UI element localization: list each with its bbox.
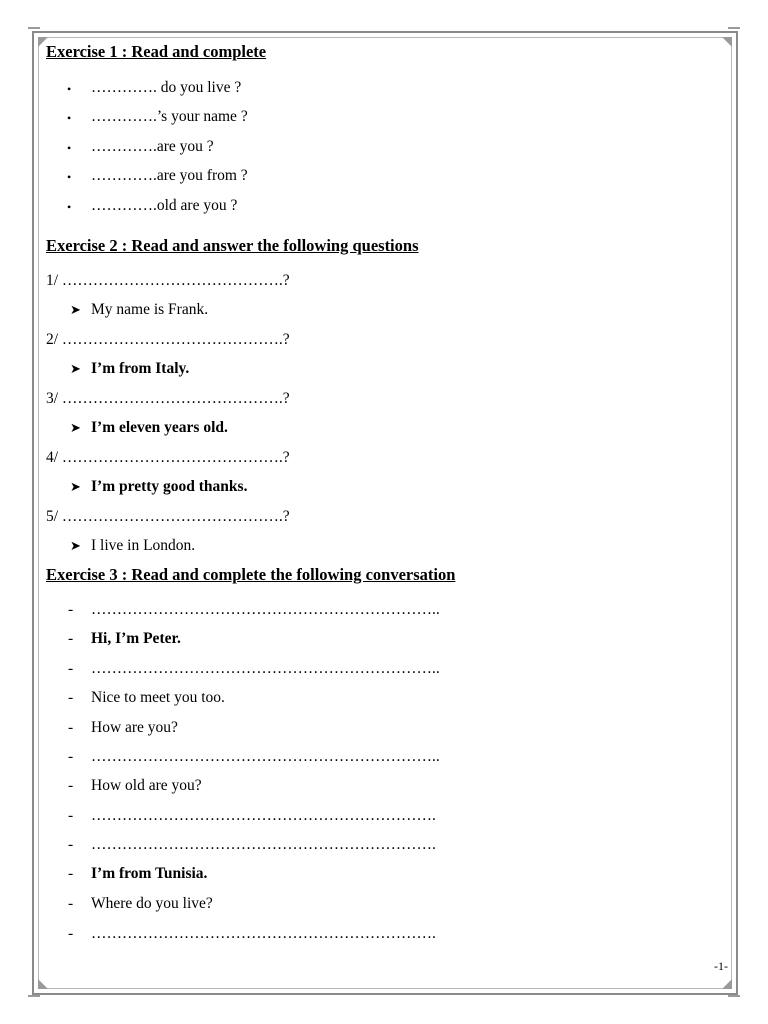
bullet-icon: • xyxy=(67,82,72,96)
dash-bullet: - xyxy=(68,777,74,794)
arrow-bullet-icon: ➤ xyxy=(70,420,81,435)
exercise2-question: 1/ …………………………………….? xyxy=(46,272,290,289)
bullet-icon: • xyxy=(67,141,72,155)
dash-bullet: - xyxy=(68,689,74,706)
conversation-line: ………………………………………………………….. xyxy=(91,601,440,618)
conversation-line: ………………………………………………………….. xyxy=(91,748,440,765)
exercise1-item: ………….are you from ? xyxy=(91,167,248,184)
conversation-line: How are you? xyxy=(91,719,178,736)
corner-tick xyxy=(28,995,40,997)
dash-bullet: - xyxy=(68,748,74,765)
exercise2-question: 5/ …………………………………….? xyxy=(46,508,290,525)
exercise2-answer: I’m from Italy. xyxy=(91,360,190,377)
exercise2-answer: My name is Frank. xyxy=(91,301,209,318)
conversation-line: …………………………………………………………. xyxy=(91,836,436,853)
exercise2-answer: I live in London. xyxy=(91,537,196,554)
arrow-bullet-icon: ➤ xyxy=(70,302,81,317)
corner-tick xyxy=(728,995,740,997)
conversation-line: …………………………………………………………. xyxy=(91,925,436,942)
exercise2-answer: I’m eleven years old. xyxy=(91,419,228,436)
arrow-bullet-icon: ➤ xyxy=(70,479,81,494)
conversation-line: I’m from Tunisia. xyxy=(91,865,208,882)
corner-ornament-top-right xyxy=(722,37,732,47)
dash-bullet: - xyxy=(68,865,74,882)
bullet-icon: • xyxy=(67,170,72,184)
dash-bullet: - xyxy=(68,925,74,942)
exercise1-item: ………….’s your name ? xyxy=(91,108,248,125)
corner-ornament-bottom-left xyxy=(38,979,48,989)
corner-tick xyxy=(28,27,40,29)
exercise1-item: ………….old are you ? xyxy=(91,197,238,214)
dash-bullet: - xyxy=(68,630,74,647)
exercise2-heading: Exercise 2 : Read and answer the following questions xyxy=(46,236,419,255)
conversation-line: …………………………………………………………. xyxy=(91,807,436,824)
conversation-line: How old are you? xyxy=(91,777,202,794)
exercise1-heading: Exercise 1 : Read and complete xyxy=(46,42,267,61)
exercise2-answer: I’m pretty good thanks. xyxy=(91,478,248,495)
exercise2-question: 4/ …………………………………….? xyxy=(46,449,290,466)
exercise1-item: …………. do you live ? xyxy=(91,79,242,96)
exercise2-question: 2/ …………………………………….? xyxy=(46,331,290,348)
bullet-icon: • xyxy=(67,200,72,214)
dash-bullet: - xyxy=(68,895,74,912)
exercise3-heading: Exercise 3 : Read and complete the following conversation xyxy=(46,565,456,584)
conversation-line: ………………………………………………………….. xyxy=(91,660,440,677)
page-number: -1- xyxy=(714,959,728,973)
conversation-line: Nice to meet you too. xyxy=(91,689,225,706)
dash-bullet: - xyxy=(68,660,74,677)
exercise2-question: 3/ …………………………………….? xyxy=(46,390,290,407)
dash-bullet: - xyxy=(68,836,74,853)
dash-bullet: - xyxy=(68,719,74,736)
conversation-line: Hi, I’m Peter. xyxy=(91,630,181,647)
dash-bullet: - xyxy=(68,601,74,618)
corner-ornament-bottom-right xyxy=(722,979,732,989)
corner-tick xyxy=(728,27,740,29)
exercise1-item: ………….are you ? xyxy=(91,138,214,155)
dash-bullet: - xyxy=(68,807,74,824)
conversation-line: Where do you live? xyxy=(91,895,213,912)
arrow-bullet-icon: ➤ xyxy=(70,538,81,553)
arrow-bullet-icon: ➤ xyxy=(70,361,81,376)
bullet-icon: • xyxy=(67,111,72,125)
